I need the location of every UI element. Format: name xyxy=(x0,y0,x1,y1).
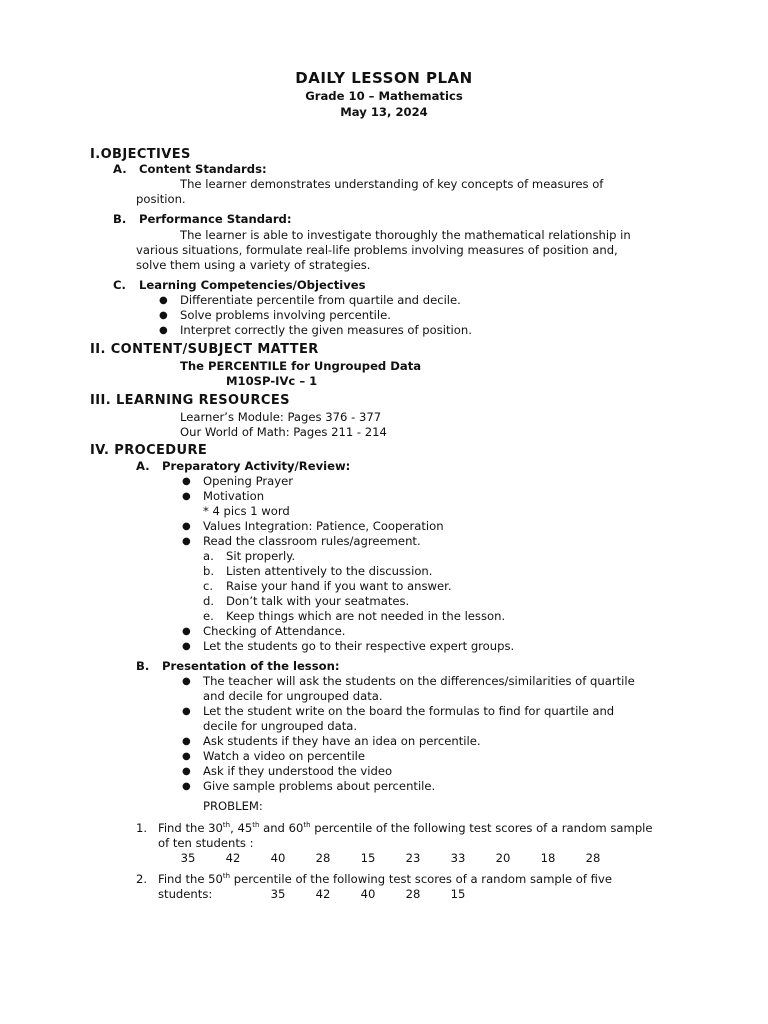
content-standards-text-line: position. xyxy=(136,192,186,206)
problem-1-line: of ten students : xyxy=(158,836,254,850)
competency-item: Interpret correctly the given measures of position. xyxy=(180,323,472,337)
competency-code: M10SP-IVc – 1 xyxy=(226,374,318,388)
score-value: 28 xyxy=(585,851,601,865)
presentation-item-line: Give sample problems about percentile. xyxy=(203,779,436,793)
score-value: 28 xyxy=(315,851,331,865)
presentation-item-line: Watch a video on percentile xyxy=(203,749,366,763)
bullet-icon: ● xyxy=(182,781,191,792)
rule-item: Sit properly. xyxy=(226,549,296,563)
grade-subject: Grade 10 – Mathematics xyxy=(305,89,463,103)
performance-standard-marker: B. xyxy=(113,212,127,226)
content-heading: II. CONTENT/SUBJECT MATTER xyxy=(90,342,319,357)
competencies-marker: C. xyxy=(113,278,126,292)
bullet-icon: ● xyxy=(182,626,191,637)
bullet-icon: ● xyxy=(182,751,191,762)
bullet-icon: ● xyxy=(182,476,191,487)
score-value: 35 xyxy=(270,887,286,901)
score-value: 23 xyxy=(405,851,421,865)
procedure-heading: IV. PROCEDURE xyxy=(90,443,208,458)
presentation-marker: B. xyxy=(136,659,150,673)
bullet-icon: ● xyxy=(182,736,191,747)
preparatory-item: Let the students go to their respective expert groups. xyxy=(203,639,515,653)
rule-marker: d. xyxy=(203,594,215,608)
content-standards-text-line: The learner demonstrates understanding of key concepts of measures of xyxy=(180,177,604,191)
performance-standard-text-line: solve them using a variety of strategies. xyxy=(136,258,371,272)
preparatory-subitem: * 4 pics 1 word xyxy=(203,504,290,518)
bullet-icon: ● xyxy=(182,706,191,717)
score-value: 20 xyxy=(495,851,511,865)
score-value: 35 xyxy=(180,851,196,865)
rule-item: Raise your hand if you want to answer. xyxy=(226,579,452,593)
content-standards-label: Content Standards: xyxy=(139,162,267,176)
resource-item: Our World of Math: Pages 211 - 214 xyxy=(180,425,387,439)
score-value: 42 xyxy=(315,887,331,901)
rule-item: Listen attentively to the discussion. xyxy=(226,564,433,578)
problem-label: PROBLEM: xyxy=(203,799,263,813)
rule-marker: c. xyxy=(203,579,214,593)
bullet-icon: ● xyxy=(159,310,168,321)
score-value: 28 xyxy=(405,887,421,901)
rule-marker: b. xyxy=(203,564,215,578)
preparatory-item: Checking of Attendance. xyxy=(203,624,346,638)
preparatory-item: Values Integration: Patience, Cooperation xyxy=(203,519,444,533)
rule-marker: a. xyxy=(203,549,214,563)
problem-2-line: students: xyxy=(158,887,213,901)
rule-marker: e. xyxy=(203,609,214,623)
topic-title: The PERCENTILE for Ungrouped Data xyxy=(180,359,422,373)
document-title: DAILY LESSON PLAN xyxy=(295,69,473,87)
objectives-heading: I.OBJECTIVES xyxy=(90,147,191,162)
preparatory-item: Opening Prayer xyxy=(203,474,293,488)
content-standards-marker: A. xyxy=(113,162,127,176)
score-value: 40 xyxy=(360,887,376,901)
bullet-icon: ● xyxy=(159,295,168,306)
presentation-item-line: Ask students if they have an idea on percentile. xyxy=(203,734,481,748)
bullet-icon: ● xyxy=(182,676,191,687)
bullet-icon: ● xyxy=(182,536,191,547)
score-value: 42 xyxy=(225,851,241,865)
rule-item: Keep things which are not needed in the lesson. xyxy=(226,609,506,623)
performance-standard-text-line: The learner is able to investigate thoroughly the mathematical relationship in xyxy=(180,228,631,242)
score-value: 40 xyxy=(270,851,286,865)
problem-2-marker: 2. xyxy=(136,872,148,886)
preparatory-marker: A. xyxy=(136,459,150,473)
lesson-date: May 13, 2024 xyxy=(340,105,428,119)
bullet-icon: ● xyxy=(182,521,191,532)
score-value: 15 xyxy=(360,851,376,865)
presentation-item-line: The teacher will ask the students on the differences/similarities of quartile xyxy=(203,674,635,688)
problem-1-marker: 1. xyxy=(136,821,148,835)
bullet-icon: ● xyxy=(182,641,191,652)
score-value: 18 xyxy=(540,851,556,865)
problem-2-line: Find the 50th percentile of the following test scores of a random sample of five xyxy=(158,872,612,886)
competency-item: Differentiate percentile from quartile and decile. xyxy=(180,293,461,307)
presentation-item-line: Let the student write on the board the formulas to find for quartile and xyxy=(203,704,615,718)
competencies-label: Learning Competencies/Objectives xyxy=(139,278,366,292)
performance-standard-text-line: various situations, formulate real-life problems involving measures of position and, xyxy=(136,243,618,257)
performance-standard-label: Performance Standard: xyxy=(139,212,292,226)
resources-heading: III. LEARNING RESOURCES xyxy=(90,393,290,408)
score-value: 33 xyxy=(450,851,466,865)
competency-item: Solve problems involving percentile. xyxy=(180,308,391,322)
preparatory-item: Read the classroom rules/agreement. xyxy=(203,534,421,548)
bullet-icon: ● xyxy=(182,766,191,777)
score-value: 15 xyxy=(450,887,466,901)
presentation-item-line: and decile for ungrouped data. xyxy=(203,689,383,703)
preparatory-item: Motivation xyxy=(203,489,265,503)
bullet-icon: ● xyxy=(159,325,168,336)
bullet-icon: ● xyxy=(182,491,191,502)
presentation-label: Presentation of the lesson: xyxy=(162,659,340,673)
rule-item: Don’t talk with your seatmates. xyxy=(226,594,410,608)
presentation-item-line: Ask if they understood the video xyxy=(203,764,393,778)
problem-1-line: Find the 30th, 45th and 60th percentile of the following test scores of a random sample xyxy=(158,821,653,835)
resource-item: Learner’s Module: Pages 376 - 377 xyxy=(180,410,382,424)
presentation-item-line: decile for ungrouped data. xyxy=(203,719,358,733)
preparatory-label: Preparatory Activity/Review: xyxy=(162,459,351,473)
